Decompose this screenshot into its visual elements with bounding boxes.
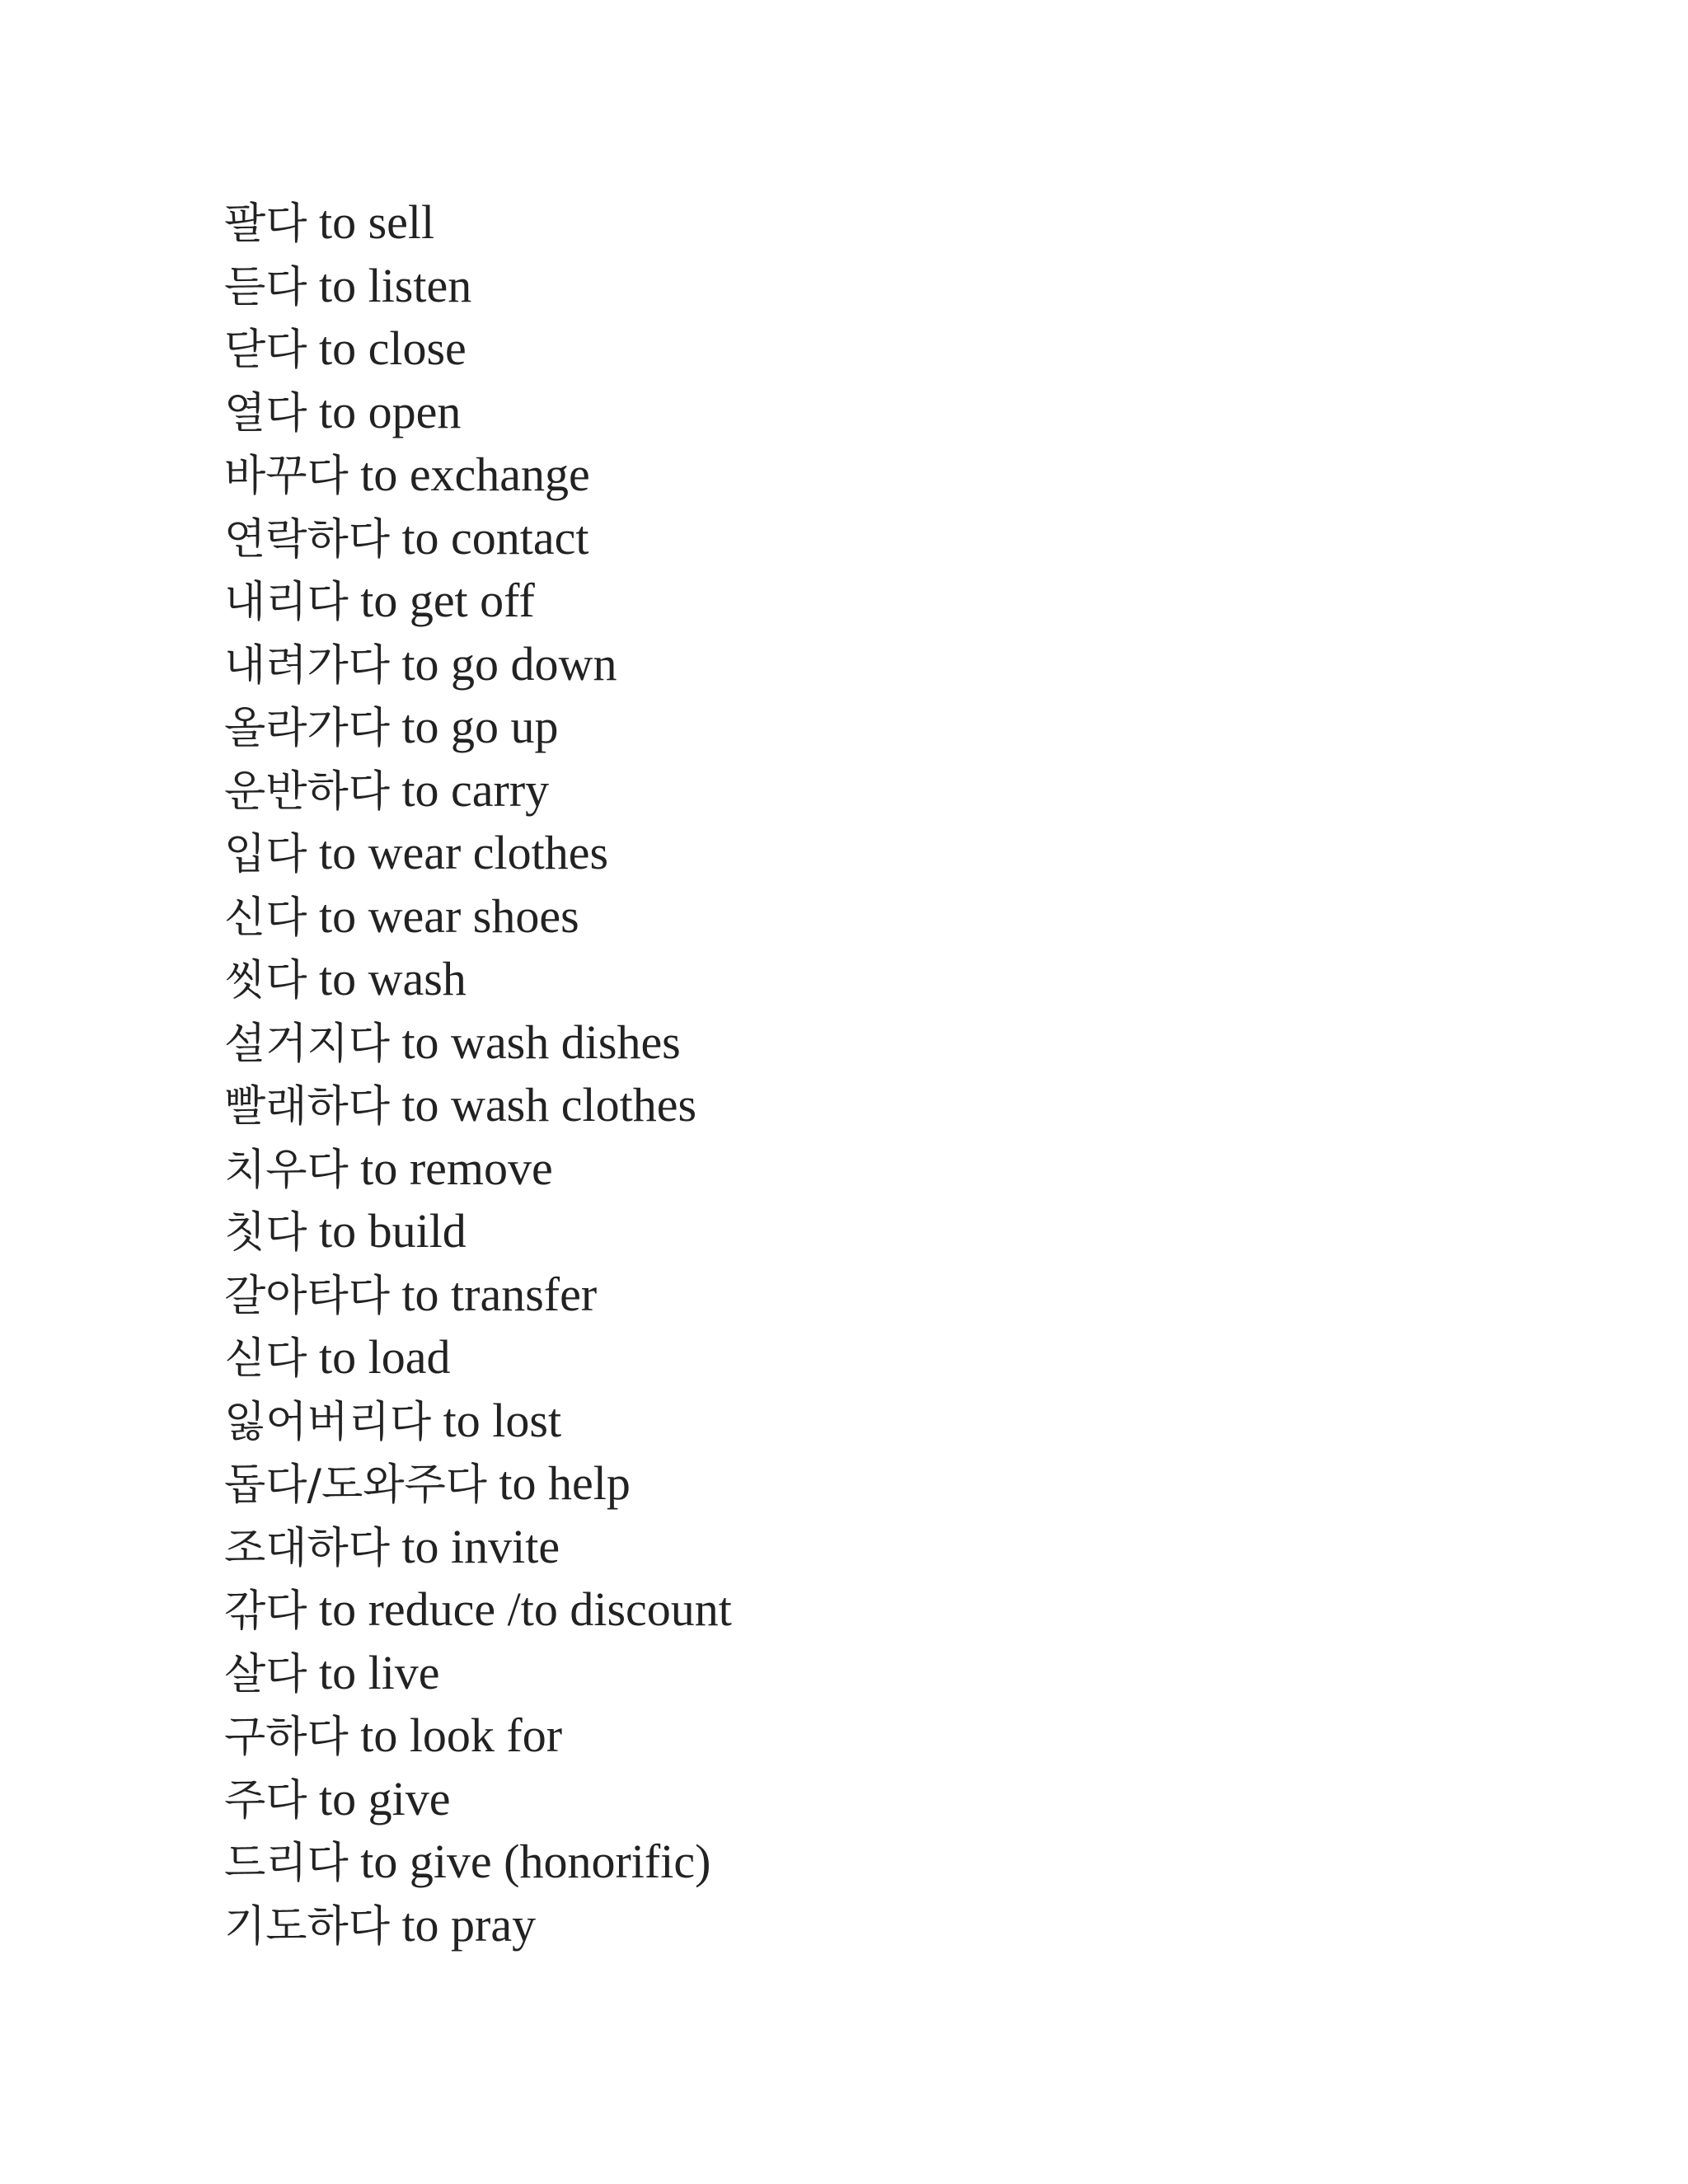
vocab-item (224, 569, 732, 633)
korean-word: 드리다 (224, 1839, 349, 1888)
english-meaning: to wash (318, 952, 467, 1005)
korean-word: 팔다 (224, 199, 307, 249)
korean-word: 주다 (224, 1775, 307, 1825)
english-meaning: to look for (360, 1708, 563, 1762)
english-meaning: to carry (401, 762, 550, 817)
english-meaning: to load (318, 1330, 451, 1384)
korean-word: 조대하다 (224, 1523, 390, 1573)
vocab-item (224, 759, 732, 823)
korean-word: 싣다 (224, 1334, 307, 1384)
english-meaning: to contact (401, 510, 589, 565)
vocab-item (224, 1894, 732, 1957)
korean-word: 칫다 (224, 1208, 307, 1258)
vocab-item (224, 1642, 732, 1705)
english-meaning: to transfer (401, 1267, 598, 1321)
korean-word: 운반하다 (224, 766, 390, 817)
vocab-item (224, 1704, 732, 1768)
english-meaning: to help (499, 1456, 631, 1510)
korean-word: 듣다 (224, 262, 307, 312)
english-meaning: to build (318, 1204, 467, 1258)
vocab-item (224, 1263, 732, 1327)
english-meaning: to pray (401, 1897, 537, 1952)
korean-word: 잃어버리다 (224, 1397, 432, 1447)
english-meaning: to wear shoes (318, 888, 579, 943)
english-meaning: to remove (360, 1141, 553, 1195)
vocab-item (224, 822, 732, 885)
vocab-item (224, 317, 732, 381)
english-meaning: to wear clothes (318, 826, 609, 879)
english-meaning: to give (318, 1771, 451, 1825)
english-meaning: to open (318, 384, 462, 438)
vocab-item (224, 1452, 732, 1516)
vocab-item (224, 1137, 732, 1201)
korean-word: 열다 (224, 388, 307, 438)
english-meaning: to exchange (360, 448, 590, 501)
vocab-item (224, 1200, 732, 1263)
vocab-item (224, 1074, 732, 1137)
vocab-item (224, 1768, 732, 1831)
korean-word: 입다 (224, 830, 307, 879)
english-meaning: to listen (318, 258, 472, 312)
vocab-item (224, 255, 732, 318)
vocabulary-list (224, 191, 732, 1957)
english-meaning: to wash dishes (401, 1015, 681, 1069)
korean-word: 기도하다 (224, 1901, 390, 1952)
english-meaning: to give (honorific) (360, 1835, 711, 1888)
korean-word: 내려가다 (224, 640, 390, 691)
korean-word: 갈아타다 (224, 1271, 390, 1321)
english-meaning: to go up (401, 700, 559, 753)
korean-word: 올라가다 (224, 704, 390, 753)
english-meaning: to close (318, 321, 467, 375)
korean-word: 신다 (224, 893, 307, 943)
vocab-item (224, 1326, 732, 1390)
vocab-item (224, 381, 732, 444)
korean-word: 빨래하다 (224, 1082, 390, 1132)
vocab-item (224, 1516, 732, 1579)
korean-word: 내리다 (224, 578, 349, 627)
vocab-item (224, 1390, 732, 1453)
vocab-item (224, 885, 732, 949)
vocab-item (224, 1011, 732, 1075)
korean-word: 갂다 (224, 1586, 307, 1636)
korean-word: 바꾸다 (224, 452, 349, 501)
korean-word: 연락하다 (224, 514, 390, 565)
vocab-item (224, 696, 732, 759)
korean-word: 씻다 (224, 956, 307, 1005)
korean-word: 구하다 (224, 1713, 349, 1762)
vocab-item (224, 191, 732, 255)
english-meaning: to go down (401, 636, 617, 691)
english-meaning: to lost (443, 1393, 562, 1447)
korean-word: 설거지다 (224, 1019, 390, 1069)
english-meaning: to get off (360, 574, 535, 627)
vocab-item (224, 948, 732, 1011)
vocab-item (224, 633, 732, 696)
korean-word: 돕다/도와주다 (224, 1460, 487, 1510)
english-meaning: to invite (401, 1519, 560, 1573)
vocab-item (224, 443, 732, 507)
korean-word: 치우다 (224, 1145, 349, 1195)
english-meaning: to live (318, 1645, 440, 1699)
english-meaning: to wash clothes (401, 1078, 697, 1132)
english-meaning: to sell (318, 195, 435, 249)
vocab-item (224, 1830, 732, 1894)
korean-word: 닫다 (224, 326, 307, 375)
english-meaning: to reduce /to discount (318, 1582, 732, 1636)
korean-word: 살다 (224, 1649, 307, 1699)
vocab-item (224, 1578, 732, 1642)
vocab-item (224, 507, 732, 570)
